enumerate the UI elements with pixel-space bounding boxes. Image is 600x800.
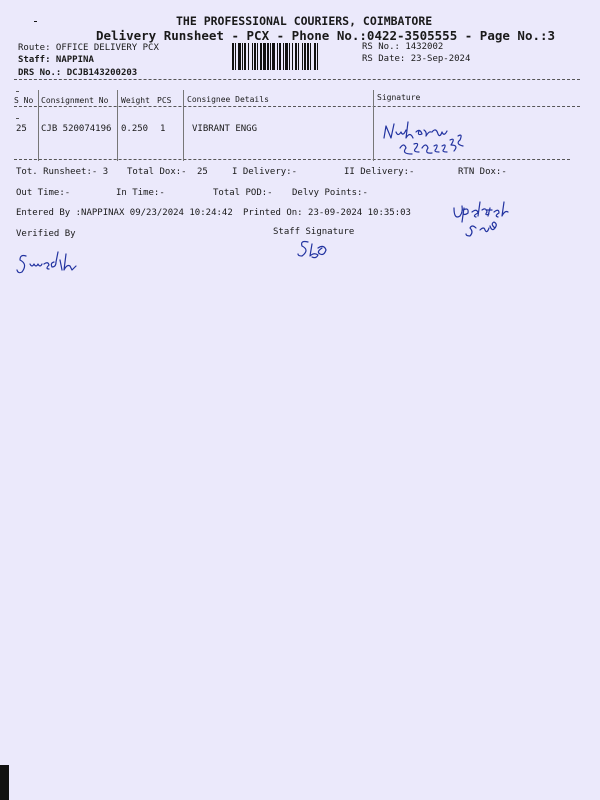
staff-signature <box>296 238 330 260</box>
in-time: In Time:- <box>116 188 165 198</box>
col-header-weight: Weight <box>121 96 150 105</box>
col-header-consignee: Consignee Details <box>187 95 269 104</box>
column-divider <box>117 90 118 161</box>
company-title: THE PROFESSIONAL COURIERS, COIMBATORE <box>176 14 433 28</box>
drs-number: DRS No.: DCJB143200203 <box>18 68 138 78</box>
cell-pcs: 1 <box>160 124 166 134</box>
tot-runsheet: Tot. Runsheet:- 3 <box>16 167 109 177</box>
cell-weight: 0.250 <box>121 124 149 134</box>
column-divider <box>38 90 39 161</box>
i-delivery: I Delivery:- <box>232 167 298 177</box>
row-marker <box>16 91 19 92</box>
table-bottom-rule <box>14 159 570 160</box>
runsheet-subtitle: Delivery Runsheet - PCX - Phone No.:0422-3505555 - Page No.:3 <box>96 28 556 43</box>
table-header-rule <box>14 106 580 107</box>
staff-label: Staff: NAPPINA <box>18 55 94 65</box>
rs-date: RS Date: 23-Sep-2024 <box>362 54 471 64</box>
cell-sno: 25 <box>16 124 27 134</box>
rs-number: RS No.: 1432002 <box>362 42 444 52</box>
ii-delivery: II Delivery:- <box>344 167 415 177</box>
scan-mark <box>34 21 37 22</box>
total-dox-value: 25 <box>197 167 208 177</box>
delvy-points: Delvy Points:- <box>292 188 368 198</box>
verifier-signature <box>16 248 86 278</box>
total-dox-label: Total Dox:- <box>127 167 187 177</box>
scan-edge-mark <box>0 765 9 800</box>
route-label: Route: OFFICE DELIVERY PCX <box>18 43 159 53</box>
barcode <box>232 43 356 74</box>
column-divider <box>183 90 184 161</box>
entered-by: Entered By :NAPPINAX 09/23/2024 10:24:42 <box>16 208 233 218</box>
cell-consignee: VIBRANT ENGG <box>192 124 258 134</box>
col-header-sno: S No <box>14 96 34 105</box>
table-top-rule <box>14 79 580 80</box>
total-pod: Total POD:- <box>213 188 273 198</box>
rtn-dox: RTN Dox:- <box>458 167 507 177</box>
printed-on: Printed On: 23-09-2024 10:35:03 <box>243 208 411 218</box>
staff-signature-label: Staff Signature <box>273 227 355 237</box>
verified-by-label: Verified By <box>16 229 76 239</box>
col-header-consignment: Consignment No <box>41 96 109 105</box>
receiver-signature <box>380 118 480 160</box>
updated-handwritten-note <box>450 198 522 240</box>
cell-consignment: CJB 520074196 <box>41 124 112 134</box>
col-header-signature: Signature <box>377 93 421 102</box>
row-marker <box>16 118 19 119</box>
out-time: Out Time:- <box>16 188 71 198</box>
column-divider <box>373 90 374 161</box>
col-header-pcs: PCS <box>157 96 172 105</box>
